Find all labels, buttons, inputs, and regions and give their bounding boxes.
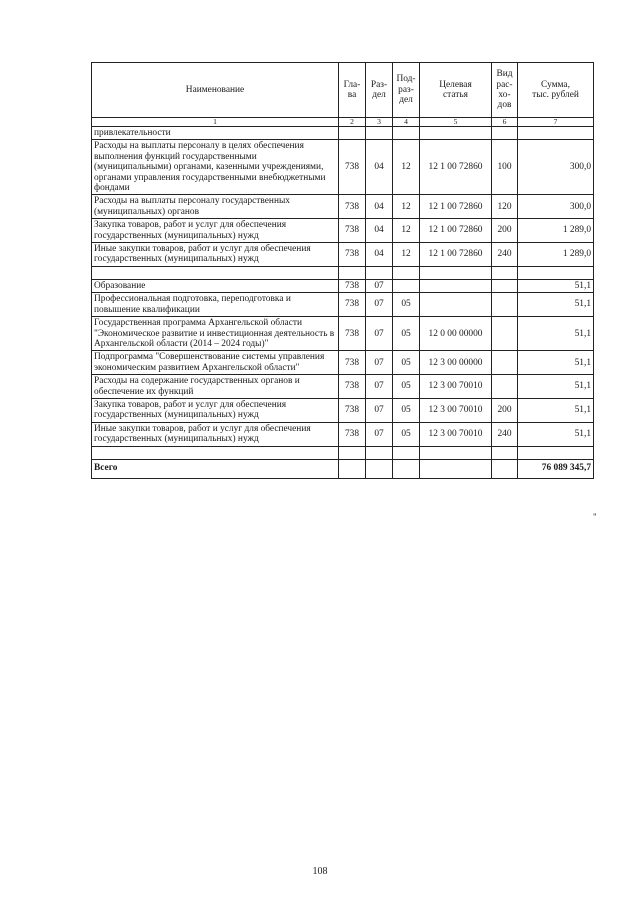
column-number: 2 — [339, 118, 366, 127]
column-number: 1 — [92, 118, 339, 127]
cell-vid: 120 — [492, 195, 518, 219]
cell-glava — [339, 127, 366, 140]
cell-glava: 738 — [339, 422, 366, 446]
cell-glava: 738 — [339, 317, 366, 351]
cell-glava: 738 — [339, 219, 366, 243]
cell-podrazdel: 05 — [393, 351, 420, 375]
cell-summa — [518, 127, 594, 140]
cell-name: Расходы на выплаты персоналу государственных (муниципальных) органов — [92, 195, 339, 219]
cell-razdel — [366, 266, 393, 279]
table-row — [92, 446, 594, 459]
cell-razdel: 07 — [366, 293, 393, 317]
total-empty-glava — [339, 459, 366, 478]
header-tselevaya-text: Целевая статья — [439, 79, 472, 100]
header-name: Наименование — [92, 63, 339, 118]
header-glava-text: Гла- ва — [343, 79, 361, 100]
cell-razdel: 07 — [366, 375, 393, 399]
cell-podrazdel — [393, 127, 420, 140]
cell-summa: 300,0 — [518, 195, 594, 219]
cell-name — [92, 446, 339, 459]
cell-razdel: 07 — [366, 279, 393, 292]
cell-vid — [492, 266, 518, 279]
cell-glava: 738 — [339, 140, 366, 195]
cell-name: Подпрограмма "Совершенствование системы управления экономическим развитием Архангельской области" — [92, 351, 339, 375]
cell-tselevaya: 12 0 00 00000 — [420, 317, 492, 351]
cell-razdel: 07 — [366, 317, 393, 351]
table-row — [92, 422, 594, 446]
cell-tselevaya: 12 1 00 72860 — [420, 140, 492, 195]
cell-podrazdel: 05 — [393, 398, 420, 422]
cell-tselevaya: 12 3 00 70010 — [420, 375, 492, 399]
header-row — [92, 63, 594, 118]
cell-vid — [492, 127, 518, 140]
cell-vid: 100 — [492, 140, 518, 195]
column-number: 7 — [518, 118, 594, 127]
cell-vid — [492, 375, 518, 399]
table-row — [92, 398, 594, 422]
cell-glava: 738 — [339, 398, 366, 422]
cell-name: Иные закупки товаров, работ и услуг для обеспечения государственных (муниципальных) нужд — [92, 422, 339, 446]
cell-summa: 51,1 — [518, 279, 594, 292]
table-row — [92, 195, 594, 219]
header-summa — [518, 63, 594, 118]
header-glava — [339, 63, 366, 118]
table-row — [92, 317, 594, 351]
cell-tselevaya: 12 1 00 72860 — [420, 243, 492, 267]
cell-podrazdel — [393, 279, 420, 292]
table-row — [92, 243, 594, 267]
column-number-row — [92, 118, 594, 127]
cell-glava: 738 — [339, 279, 366, 292]
cell-tselevaya — [420, 279, 492, 292]
cell-vid — [492, 351, 518, 375]
cell-vid — [492, 446, 518, 459]
cell-vid: 240 — [492, 422, 518, 446]
cell-summa: 51,1 — [518, 351, 594, 375]
cell-tselevaya — [420, 127, 492, 140]
cell-podrazdel: 05 — [393, 375, 420, 399]
total-empty-podrazdel — [393, 459, 420, 478]
cell-tselevaya — [420, 266, 492, 279]
cell-name: привлекательности — [92, 127, 339, 140]
cell-razdel — [366, 446, 393, 459]
table-row — [92, 293, 594, 317]
cell-razdel — [366, 127, 393, 140]
total-empty-tselevaya — [420, 459, 492, 478]
header-podrazdel-text: Под- раз- дел — [396, 74, 416, 106]
table-row — [92, 266, 594, 279]
header-summa-text: Сумма, тыс. рублей — [532, 79, 579, 100]
cell-razdel: 04 — [366, 243, 393, 267]
cell-name: Иные закупки товаров, работ и услуг для обеспечения государственных (муниципальных) нужд — [92, 243, 339, 267]
total-empty-vid — [492, 459, 518, 478]
cell-razdel: 07 — [366, 422, 393, 446]
cell-podrazdel — [393, 446, 420, 459]
cell-razdel: 04 — [366, 140, 393, 195]
header-razdel-text: Раз- дел — [370, 79, 388, 100]
cell-podrazdel: 05 — [393, 422, 420, 446]
cell-summa: 51,1 — [518, 375, 594, 399]
column-number: 6 — [492, 118, 518, 127]
column-number: 3 — [366, 118, 393, 127]
table-row — [92, 279, 594, 292]
cell-glava: 738 — [339, 293, 366, 317]
cell-razdel: 04 — [366, 195, 393, 219]
cell-podrazdel: 12 — [393, 219, 420, 243]
cell-podrazdel: 12 — [393, 243, 420, 267]
cell-summa: 1 289,0 — [518, 219, 594, 243]
cell-name: Закупка товаров, работ и услуг для обеспечения государственных (муниципальных) нужд — [92, 398, 339, 422]
cell-razdel: 04 — [366, 219, 393, 243]
cell-summa: 300,0 — [518, 140, 594, 195]
cell-razdel: 07 — [366, 351, 393, 375]
cell-vid — [492, 279, 518, 292]
total-label: Всего — [92, 459, 339, 478]
cell-name: Профессиональная подготовка, переподготовка и повышение квалификации — [92, 293, 339, 317]
total-row — [92, 459, 594, 478]
cell-name: Закупка товаров, работ и услуг для обеспечения государственных (муниципальных) нужд — [92, 219, 339, 243]
cell-name: Государственная программа Архангельской области "Экономическое развитие и инвестиционная деятельность в Архангельской области (2014 – 2024 годы)" — [92, 317, 339, 351]
cell-vid — [492, 293, 518, 317]
cell-razdel: 07 — [366, 398, 393, 422]
cell-name: Расходы на выплаты персоналу в целях обеспечения выполнения функций государственными (муниципальными) органами, казенными учреждениями, органами управления государственными внебюджетными фондами — [92, 140, 339, 195]
header-podrazdel — [393, 63, 420, 118]
table-row — [92, 127, 594, 140]
header-vid — [492, 63, 518, 118]
cell-name: Расходы на содержание государственных органов и обеспечение их функций — [92, 375, 339, 399]
cell-glava: 738 — [339, 351, 366, 375]
cell-glava — [339, 266, 366, 279]
table-row — [92, 351, 594, 375]
page-number: 108 — [312, 866, 328, 877]
cell-name — [92, 266, 339, 279]
cell-tselevaya: 12 1 00 72860 — [420, 195, 492, 219]
cell-summa: 51,1 — [518, 293, 594, 317]
cell-tselevaya — [420, 446, 492, 459]
cell-glava: 738 — [339, 243, 366, 267]
cell-vid — [492, 317, 518, 351]
cell-summa — [518, 266, 594, 279]
cell-tselevaya: 12 1 00 72860 — [420, 219, 492, 243]
cell-glava — [339, 446, 366, 459]
cell-tselevaya — [420, 293, 492, 317]
closing-quote: " — [593, 512, 597, 522]
header-tselevaya — [420, 63, 492, 118]
table-body — [92, 127, 594, 460]
cell-name: Образование — [92, 279, 339, 292]
cell-summa: 51,1 — [518, 317, 594, 351]
cell-summa: 51,1 — [518, 398, 594, 422]
cell-podrazdel: 05 — [393, 317, 420, 351]
table-row — [92, 140, 594, 195]
header-vid-text: Вид рас- хо- дов — [496, 69, 513, 111]
total-empty-razdel — [366, 459, 393, 478]
table-row — [92, 219, 594, 243]
cell-glava: 738 — [339, 375, 366, 399]
cell-summa — [518, 446, 594, 459]
cell-tselevaya: 12 3 00 70010 — [420, 422, 492, 446]
cell-tselevaya: 12 3 00 00000 — [420, 351, 492, 375]
cell-summa: 51,1 — [518, 422, 594, 446]
cell-podrazdel: 12 — [393, 140, 420, 195]
cell-vid: 200 — [492, 398, 518, 422]
cell-vid: 240 — [492, 243, 518, 267]
cell-tselevaya: 12 3 00 70010 — [420, 398, 492, 422]
cell-podrazdel: 12 — [393, 195, 420, 219]
header-razdel — [366, 63, 393, 118]
total-summa: 76 089 345,7 — [518, 459, 594, 478]
column-number: 4 — [393, 118, 420, 127]
cell-summa: 1 289,0 — [518, 243, 594, 267]
cell-vid: 200 — [492, 219, 518, 243]
cell-podrazdel — [393, 266, 420, 279]
column-number: 5 — [420, 118, 492, 127]
cell-podrazdel: 05 — [393, 293, 420, 317]
table-row — [92, 375, 594, 399]
cell-glava: 738 — [339, 195, 366, 219]
budget-table — [91, 62, 594, 479]
